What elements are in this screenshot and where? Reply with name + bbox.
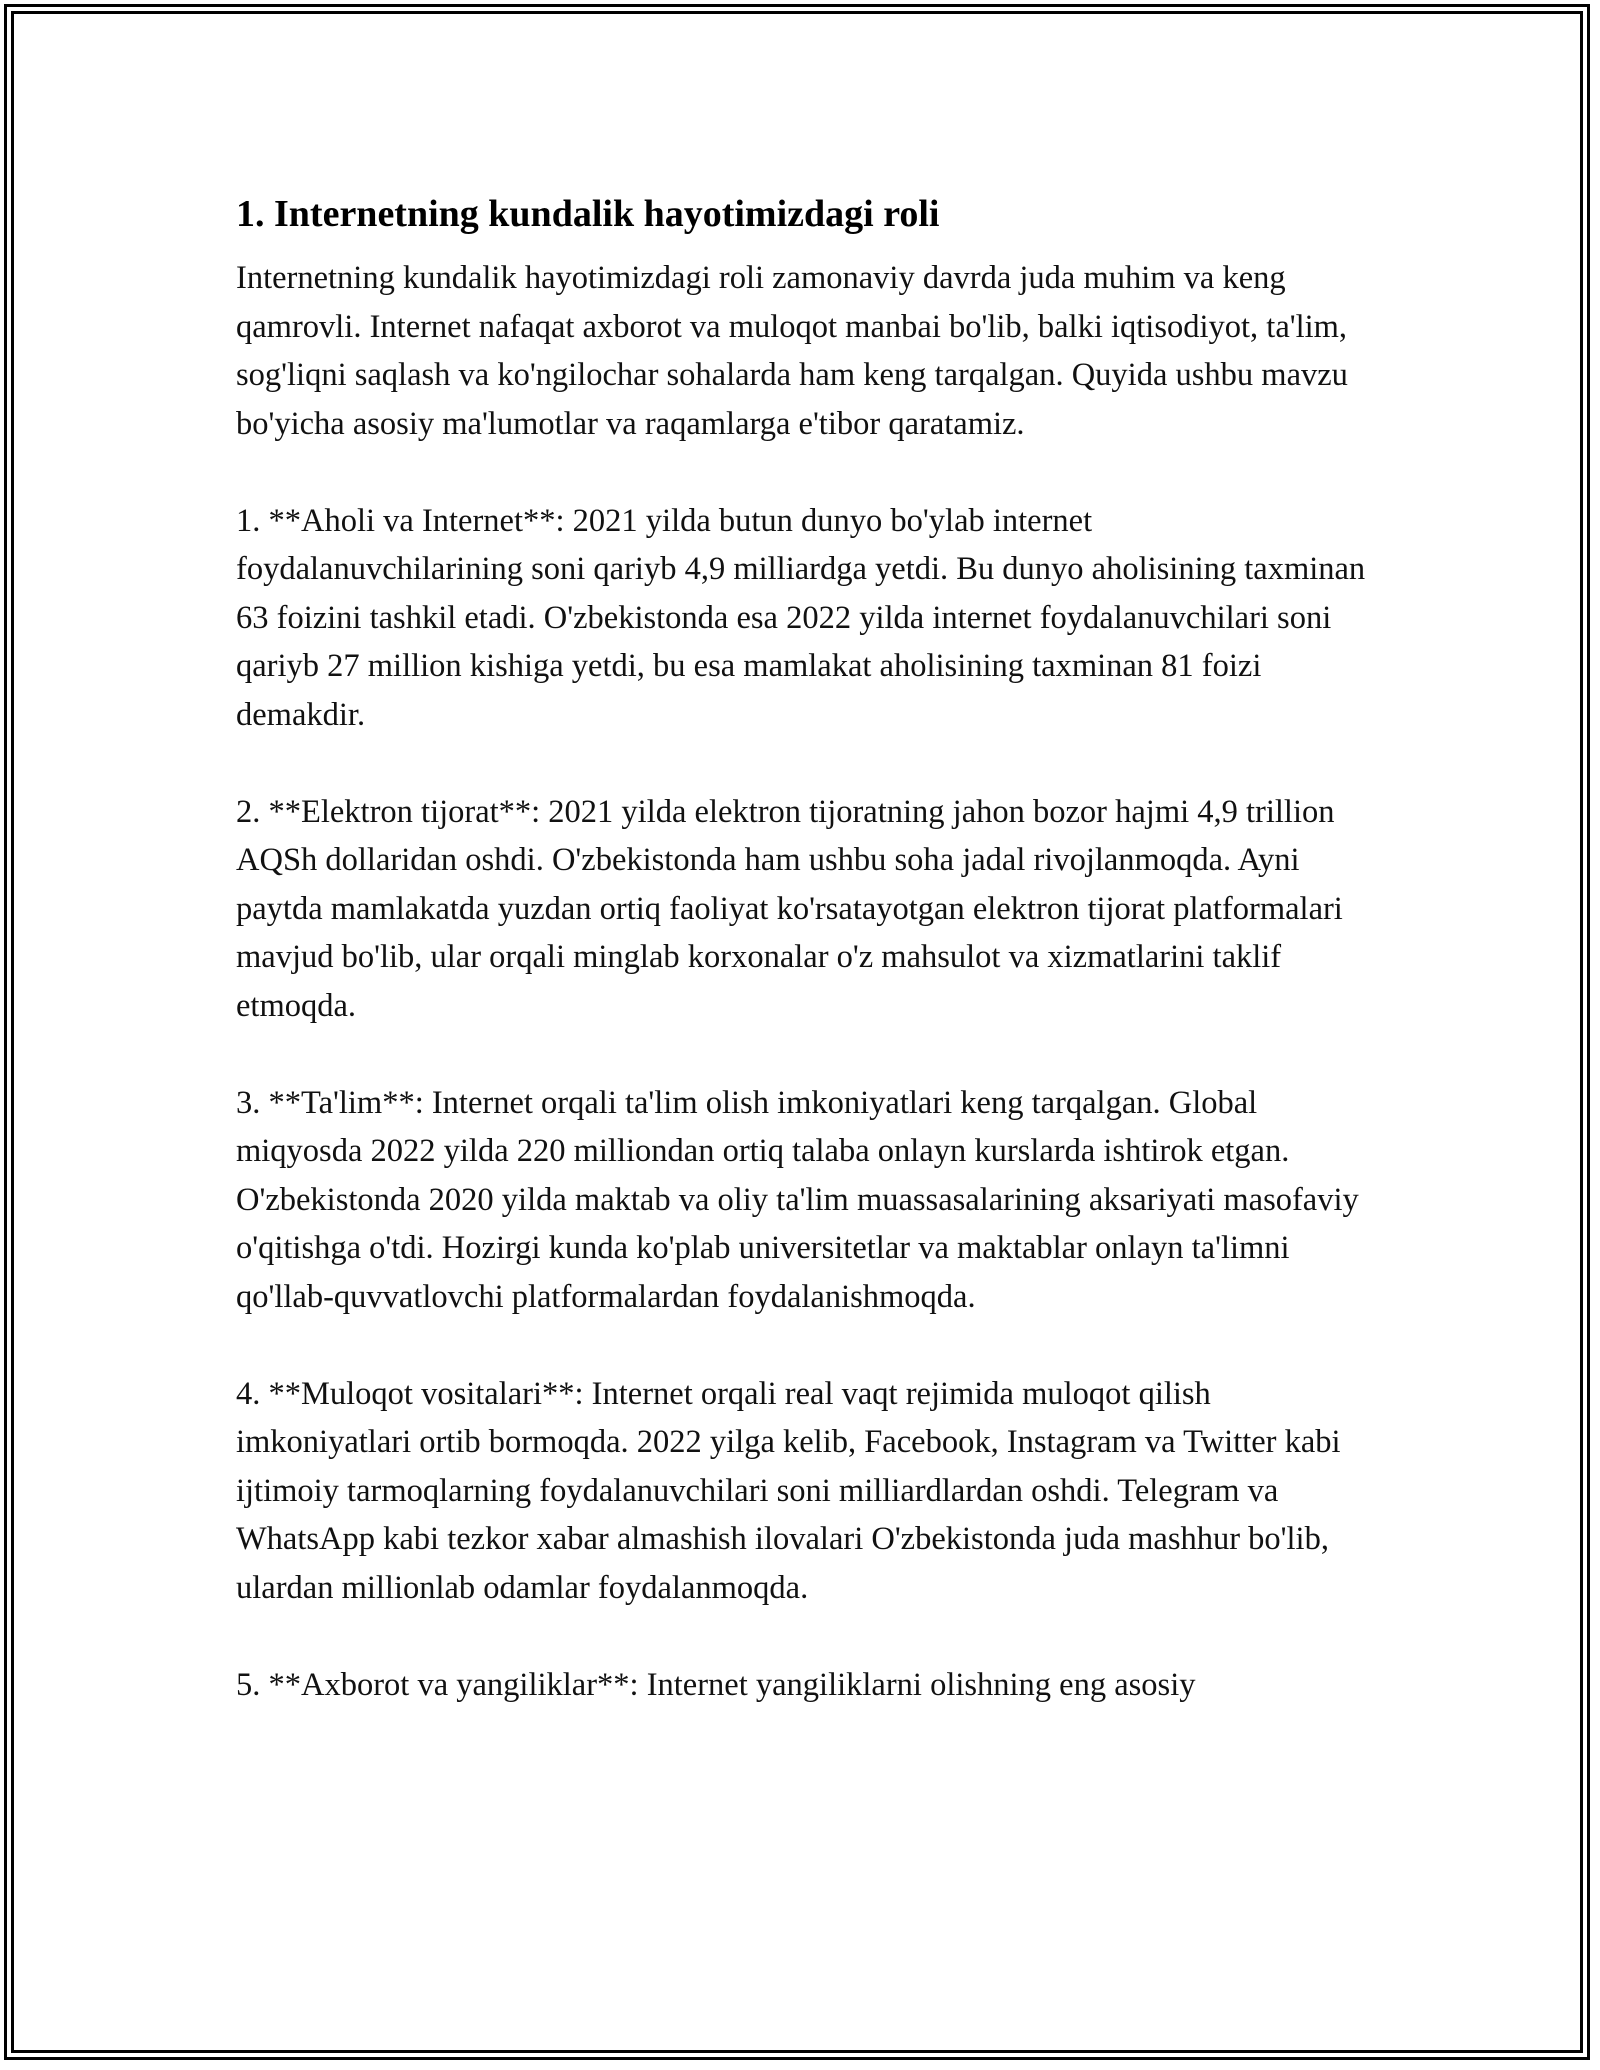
intro-paragraph: Internetning kundalik hayotimizdagi roli zamonaviy davrda juda muhim va keng qamrovli. Internet nafaqat axborot va muloqot manbai bo'lib, balki iqtisodiyot, ta'lim, sog'liqni saqlash va ko'ngilochar sohalarda ham keng tarqalgan. Quyida ushbu mavzu bo'yicha asosiy ma'lumotlar va raqamlarga e'tibor qaratamiz. [236,260,1348,442]
document-body [236,186,1376,1758]
paragraph-e-commerce: 2. **Elektron tijorat**: 2021 yilda elektron tijoratning jahon bozor hajmi 4,9 trillion AQSh dollaridan oshdi. O'zbekistonda ham ushbu soha jadal rivojlanmoqda. Ayni paytda mamlakatda yuzdan ortiq faoliyat ko'rsatayotgan elektron tijorat platformalari mavjud bo'lib, ular orqali minglab korxonalar o'z mahsulot va xizmatlarini taklif etmoqda. [236,793,1343,1024]
paragraph-information-news: 5. **Axborot va yangiliklar**: Internet yangiliklarni olishning eng asosiy [236,1666,1196,1703]
section-heading: 1. Internetning kundalik hayotimizdagi roli [236,193,940,235]
paragraph-communication-tools: 4. **Muloqot vositalari**: Internet orqali real vaqt rejimida muloqot qilish imkoniyatlari ortib bormoqda. 2022 yilga kelib, Facebook, Instagram va Twitter kabi ijtimoiy tarmoqlarning foydalanuvchilari soni milliardlardan oshdi. Telegram va WhatsApp kabi tezkor xabar almashish ilovalari O'zbekistonda juda mashhur bo'lib, ulardan millionlab odamlar foydalanmoqda. [236,1375,1341,1606]
paragraph-education: 3. **Ta'lim**: Internet orqali ta'lim olish imkoniyatlari keng tarqalgan. Global miqyosda 2022 yilda 220 milliondan ortiq talaba onlayn kurslarda ishtirok etgan. O'zbekistonda 2020 yilda maktab va oliy ta'lim muassasalarining aksariyati masofaviy o'qitishga o'tdi. Hozirgi kunda ko'plab universitetlar va maktablar onlayn ta'limni qo'llab-quvvatlovchi platformalardan foydalanishmoqda. [236,1084,1359,1315]
paragraph-population-internet: 1. **Aholi va Internet**: 2021 yilda butun dunyo bo'ylab internet foydalanuvchilarining soni qariyb 4,9 milliardga yetdi. Bu dunyo aholisining taxminan 63 foizini tashkil etadi. O'zbekistonda esa 2022 yilda internet foydalanuvchilari soni qariyb 27 million kishiga yetdi, bu esa mamlakat aholisining taxminan 81 foizi demakdir. [236,502,1366,733]
